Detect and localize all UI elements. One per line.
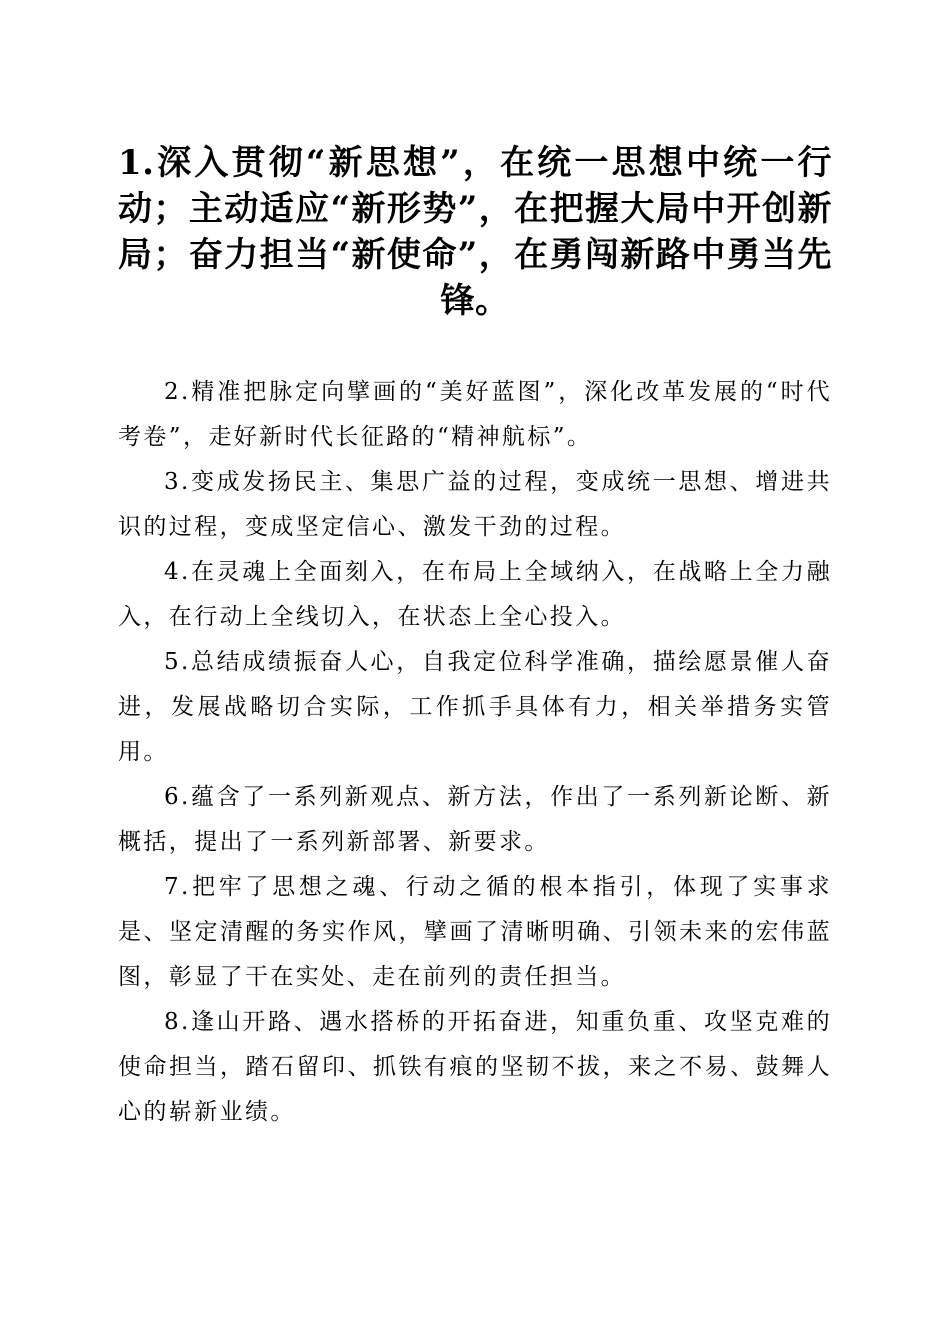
list-item-5: 5.总结成绩振奋人心，自我定位科学准确，描绘愿景催人奋进，发展战略切合实际，工作抓手具体有力，相关举措务实管用。 [118, 649, 832, 765]
list-item-6: 6.蕴含了一系列新观点、新方法，作出了一系列新论断、新概括，提出了一系列新部署、新要求。 [118, 784, 832, 855]
list-item-7: 7.把牢了思想之魂、行动之循的根本指引，体现了实事求是、坚定清醒的务实作风，擘画了清晰明确、引领未来的宏伟蓝图，彰显了干在实处、走在前列的责任担当。 [118, 874, 832, 990]
item-list [118, 370, 832, 1135]
list-item-2: 2.精准把脉定向擘画的“美好蓝图”，深化改革发展的“时代考卷”，走好新时代长征路的“精神航标”。 [118, 379, 832, 450]
list-item-4: 4.在灵魂上全面刻入，在布局上全域纳入，在战略上全力融入，在行动上全线切入，在状态上全心投入。 [118, 559, 832, 630]
list-item-3: 3.变成发扬民主、集思广益的过程，变成统一思想、增进共识的过程，变成坚定信心、激发干劲的过程。 [118, 469, 832, 540]
list-item-8: 8.逢山开路、遇水搭桥的开拓奋进，知重负重、攻坚克难的使命担当，踏石留印、抓铁有痕的坚韧不拔，来之不易、鼓舞人心的崭新业绩。 [118, 1009, 832, 1125]
document-title: 1.深入贯彻“新思想”，在统一思想中统一行动；主动适应“新形势”，在把握大局中开创新局；奋力担当“新使命”，在勇闯新路中勇当先锋。 [118, 143, 832, 321]
